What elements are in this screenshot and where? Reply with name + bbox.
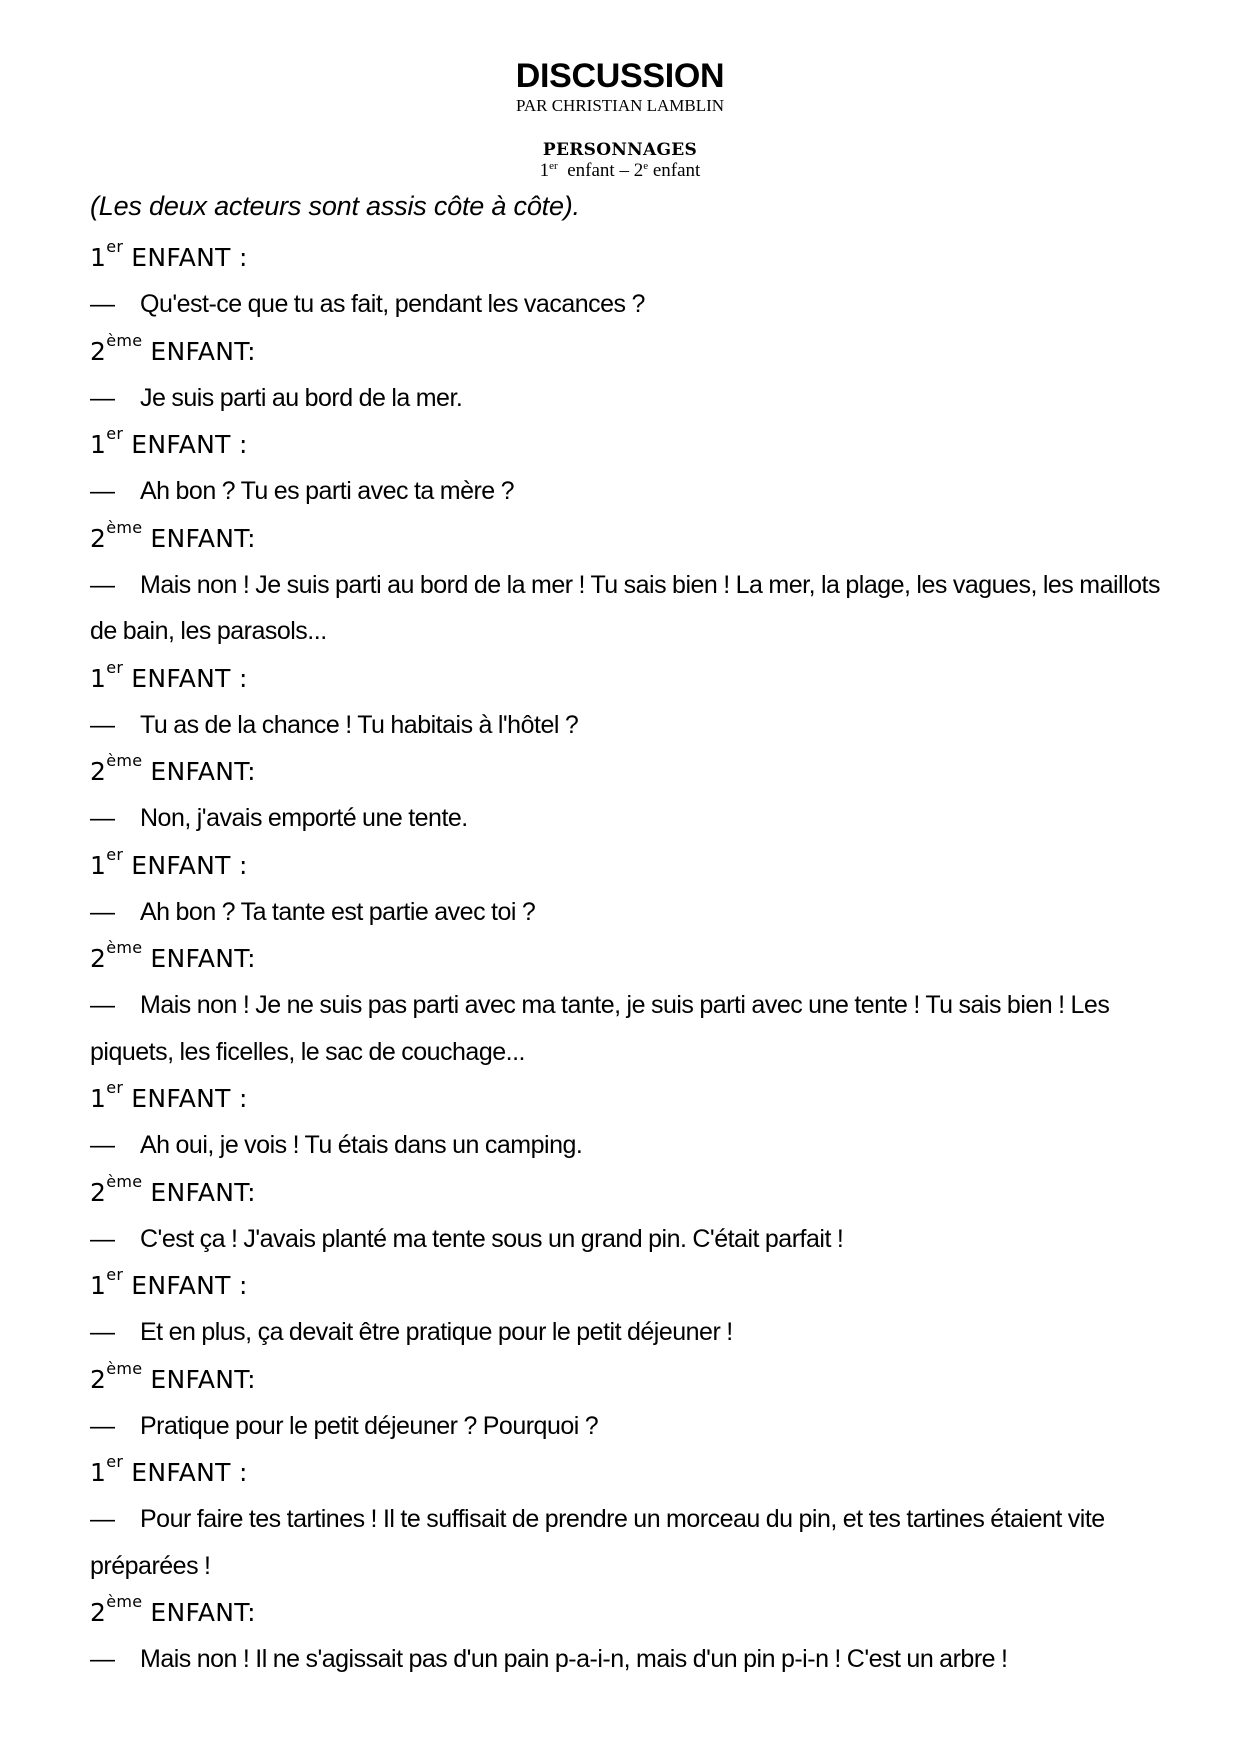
dialogue-dash: — [90,1224,115,1253]
dialogue-line [90,562,1180,655]
speaker-ordinal: er [106,1452,124,1471]
dialogue-text: Mais non ! Je ne suis pas parti avec ma tante, je suis parti avec une tente ! Tu sais bien ! Les piquets, les ficelles, le sac de couchage... [90,991,1110,1066]
speaker-ordinal: ème [106,938,143,957]
speaker-number: 2 [90,336,107,366]
dialogue-text: Ah oui, je vois ! Tu étais dans un camping. [140,1131,583,1159]
dialogue-text: Tu as de la chance ! Tu habitais à l'hôtel ? [140,710,579,739]
speaker-name: ENFANT : [131,1458,248,1487]
dialogue-text: C'est ça ! J'avais planté ma tente sous un grand pin. C'était parfait ! [140,1224,844,1253]
speaker-name: ENFANT: [150,336,256,366]
speaker-name: ENFANT : [131,1271,248,1300]
dialogue-text: Et en plus, ça devait être pratique pour le petit déjeuner ! [140,1318,733,1346]
speaker-number: 2 [90,1598,107,1627]
speaker-name: ENFANT : [131,850,248,880]
speaker-label [90,234,1180,281]
dialogue-dash: — [90,1645,115,1673]
dialogue-line [90,375,1180,422]
speaker-name: ENFANT: [150,1598,256,1627]
personnage-first-label: enfant [567,160,615,181]
dialogue-line [90,795,1180,842]
personnages-list [0,160,1240,182]
dialogue-dash: — [90,1318,115,1346]
speaker-number: 1 [90,243,107,272]
speaker-name: ENFANT: [150,944,256,973]
dialogue-dash: — [90,804,115,832]
speaker-name: ENFANT : [131,1084,248,1113]
dialogue-list [90,234,1180,1683]
dialogue-text: Mais non ! Il ne s'agissait pas d'un pain p-a-i-n, mais d'un pin p-i-n ! C'est un arbre ! [140,1645,1008,1673]
dialogue-line [90,889,1180,936]
speaker-ordinal: ème [106,1592,143,1611]
speaker-number: 1 [90,663,107,693]
speaker-label [90,1589,1180,1636]
speaker-number: 2 [90,757,107,786]
document-header [0,56,1240,182]
dialogue-dash: — [90,1505,115,1533]
dialogue-line [90,1216,1180,1263]
personnage-first-sup: er [549,160,558,172]
speaker-ordinal: ème [106,517,143,537]
dialogue-dash: — [90,383,115,412]
speaker-number: 1 [90,1458,107,1487]
speaker-label [90,1075,1180,1122]
dialogue-text: Qu'est-ce que tu as fait, pendant les vacances ? [140,290,645,318]
speaker-ordinal: er [106,424,124,443]
dialogue-line [90,1403,1180,1450]
speaker-label [90,1169,1180,1216]
speaker-label [90,935,1180,982]
document-author: PAR CHRISTIAN LAMBLIN [515,96,725,115]
speaker-label [90,655,1180,702]
speaker-label [90,328,1180,375]
speaker-number: 1 [90,430,107,459]
document-title: DISCUSSION [515,57,725,95]
dialogue-line [90,1122,1180,1169]
dialogue-text: Je suis parti au bord de la mer. [140,383,463,412]
dialogue-text: Ah bon ? Tu es parti avec ta mère ? [140,477,515,505]
speaker-number: 1 [90,1084,107,1113]
speaker-label [90,1356,1180,1403]
dialogue-dash: — [90,290,115,318]
speaker-number: 2 [90,1364,107,1394]
speaker-ordinal: er [106,657,124,677]
speaker-ordinal: ème [106,751,143,770]
speaker-name: ENFANT: [150,523,256,553]
personnage-second-label: enfant [652,160,701,181]
personnages-heading: PERSONNAGES [542,140,698,160]
speaker-label [90,748,1180,795]
dialogue-text: Non, j'avais emporté une tente. [140,804,468,832]
speaker-label [90,515,1180,562]
speaker-name: ENFANT: [150,1177,256,1207]
speaker-number: 2 [90,1177,107,1207]
speaker-label [90,1262,1180,1309]
speaker-ordinal: ème [106,1358,143,1378]
speaker-number: 2 [90,523,107,553]
dialogue-line [90,468,1180,515]
speaker-number: 1 [90,1271,107,1300]
personnage-first-num: 1 [539,160,550,181]
speaker-ordinal: er [106,1078,124,1097]
speaker-label [90,842,1180,889]
speaker-name: ENFANT : [131,243,248,272]
dialogue-text: Pour faire tes tartines ! Il te suffisait de prendre un morceau du pin, et tes tartines étaient vite préparées ! [90,1505,1105,1580]
speaker-number: 1 [90,850,107,880]
play-body [90,188,1180,1683]
speaker-name: ENFANT: [150,1364,256,1394]
dialogue-line [90,1496,1180,1589]
dialogue-dash: — [90,897,115,926]
dialogue-dash: — [90,570,115,599]
speaker-label [90,421,1180,468]
dialogue-dash: — [90,1131,115,1159]
dialogue-line [90,1636,1180,1683]
speaker-number: 2 [90,944,107,973]
speaker-name: ENFANT : [131,430,248,459]
speaker-name: ENFANT : [131,663,248,693]
personnage-separator: – [619,160,629,181]
dialogue-line [90,982,1180,1075]
speaker-ordinal: er [106,1265,124,1284]
dialogue-dash: — [90,477,115,505]
personnage-second-num: 2 [633,160,644,181]
dialogue-dash: — [90,1411,115,1440]
speaker-label [90,1449,1180,1496]
dialogue-text: Pratique pour le petit déjeuner ? Pourquoi ? [140,1411,599,1440]
personnage-second-sup: e [643,160,649,172]
dialogue-text: Mais non ! Je suis parti au bord de la mer ! Tu sais bien ! La mer, la plage, les vagues, les maillots de bain, les parasols... [90,570,1160,645]
speaker-name: ENFANT: [150,757,256,786]
dialogue-text: Ah bon ? Ta tante est partie avec toi ? [140,897,536,926]
dialogue-line [90,281,1180,328]
dialogue-dash: — [90,991,115,1019]
speaker-ordinal: ème [106,1171,143,1191]
speaker-ordinal: er [106,237,124,256]
dialogue-line [90,702,1180,749]
dialogue-line [90,1309,1180,1356]
stage-direction: (Les deux acteurs sont assis côte à côte). [90,191,580,221]
speaker-ordinal: er [106,844,124,864]
speaker-ordinal: ème [106,330,143,350]
dialogue-dash: — [90,710,115,739]
